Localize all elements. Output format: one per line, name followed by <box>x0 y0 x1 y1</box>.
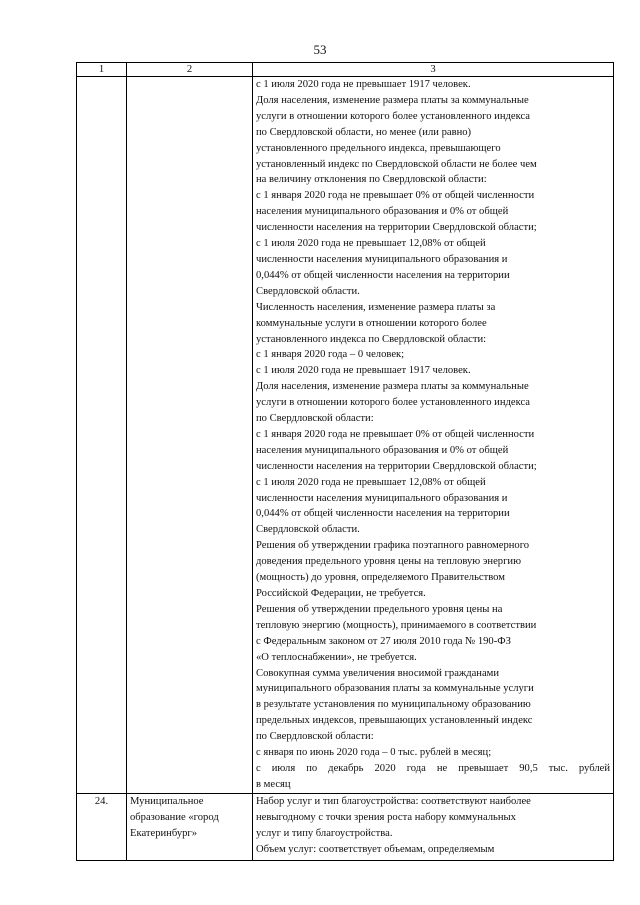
municipality-cell <box>127 793 253 860</box>
description-line: Доля населения, изменение размера платы за коммунальные <box>256 94 529 106</box>
row-number-cell: 24. <box>77 793 127 860</box>
description-line: на величину отклонения по Свердловской области: <box>256 174 487 186</box>
description-line: численности населения муниципального образования и <box>256 492 508 504</box>
description-line: коммунальные услуги в отношении которого более <box>256 317 487 329</box>
description-line: предельных индексов, превышающих установленный индекс <box>256 715 533 727</box>
table-row-24 <box>77 793 614 860</box>
municipality-name-line: Екатеринбург» <box>130 827 198 839</box>
column-header-3: 3 <box>253 63 614 77</box>
description-line: с 1 июля 2020 года не превышает 12,08% от общей <box>256 238 486 250</box>
description-line: численности населения на территории Свердловской области; <box>256 460 537 472</box>
table-header-row <box>77 63 614 77</box>
description-line: установленного индекса по Свердловской области: <box>256 333 487 345</box>
row-number-cell <box>77 77 127 794</box>
description-line: услуги в отношении которого более установленного индекса <box>256 397 531 409</box>
description-line: численности населения на территории Свердловской области; <box>256 222 537 234</box>
description-line: Свердловской области. <box>256 285 360 297</box>
description-line: Численность населения, изменение размера платы за <box>256 301 496 313</box>
description-line: по Свердловской области, но менее (или равно) <box>256 126 472 138</box>
description-line: с 1 июля 2020 года не превышает 12,08% от общей <box>256 476 486 488</box>
municipality-name-line: Муниципальное <box>130 795 204 807</box>
description-line: тепловую энергию (мощность), принимаемого в соответствии <box>256 619 537 631</box>
description-line: Набор услуг и тип благоустройства: соответствуют наиболее <box>256 795 531 807</box>
description-line: установленного предельного индекса, превышающего <box>256 142 501 154</box>
description-line: «О теплоснабжении», не требуется. <box>256 651 417 663</box>
description-line: Совокупная сумма увеличения вносимой гражданами <box>256 667 500 679</box>
description-line: Решения об утверждении графика поэтапного равномерного <box>256 540 530 552</box>
description-line: услуги в отношении которого более установленного индекса <box>256 110 531 122</box>
description-line: по Свердловской области: <box>256 413 374 425</box>
description-line: с 1 января 2020 года не превышает 0% от общей численности <box>256 190 535 202</box>
description-line: установленный индекс по Свердловской области не более чем <box>256 158 537 170</box>
municipality-name-line: образование «город <box>130 811 219 823</box>
description-line: с января по июнь 2020 года – 0 тыс. рублей в месяц; <box>256 747 492 759</box>
description-line: с 1 января 2020 года не превышает 0% от общей численности <box>256 428 535 440</box>
description-line: численности населения муниципального образования и <box>256 253 508 265</box>
description-line: невыгодному с точки зрения роста набору коммунальных <box>256 811 516 823</box>
description-line: с 1 июля 2020 года не превышает 1917 человек. <box>256 365 471 377</box>
table-row-continued <box>77 77 614 794</box>
description-line: Свердловской области. <box>256 524 360 536</box>
description-line: в результате установления по муниципальному образованию <box>256 699 531 711</box>
description-line: 0,044% от общей численности населения на территории <box>256 508 510 520</box>
municipality-cell <box>127 77 253 794</box>
description-line: 0,044% от общей численности населения на территории <box>256 269 510 281</box>
description-line: услуг и типу благоустройства. <box>256 827 393 839</box>
description-cell <box>253 793 614 860</box>
description-line: с Федеральным законом от 27 июля 2010 года № 190-ФЗ <box>256 635 511 647</box>
description-line: населения муниципального образования и 0% от общей <box>256 444 509 456</box>
description-line: Решения об утверждении предельного уровня цены на <box>256 603 503 615</box>
description-line: с 1 января 2020 года – 0 человек; <box>256 349 405 361</box>
description-line: Объем услуг: соответствует объемам, определяемым <box>256 843 495 855</box>
column-header-1: 1 <box>77 63 127 77</box>
description-line: доведения предельного уровня цены на тепловую энергию <box>256 556 522 568</box>
description-line: муниципального образования платы за коммунальные услуги <box>256 683 534 695</box>
description-line: населения муниципального образования и 0% от общей <box>256 206 509 218</box>
page-number: 53 <box>313 42 327 57</box>
description-line: (мощность) до уровня, определяемого Правительством <box>256 572 505 584</box>
description-justified-line: с июля по декабрь 2020 года не превышает 90,5 тыс. рублей <box>256 762 610 774</box>
description-line: Российской Федерации, не требуется. <box>256 588 426 599</box>
description-line: по Свердловской области: <box>256 731 374 743</box>
description-last-line: в месяц <box>256 778 291 790</box>
column-header-2: 2 <box>127 63 253 77</box>
description-text <box>256 77 610 761</box>
description-line: Доля населения, изменение размера платы за коммунальные <box>256 381 529 393</box>
description-line: с 1 июля 2020 года не превышает 1917 человек. <box>256 79 471 90</box>
description-cell <box>253 77 614 794</box>
municipal-index-table <box>76 62 614 861</box>
